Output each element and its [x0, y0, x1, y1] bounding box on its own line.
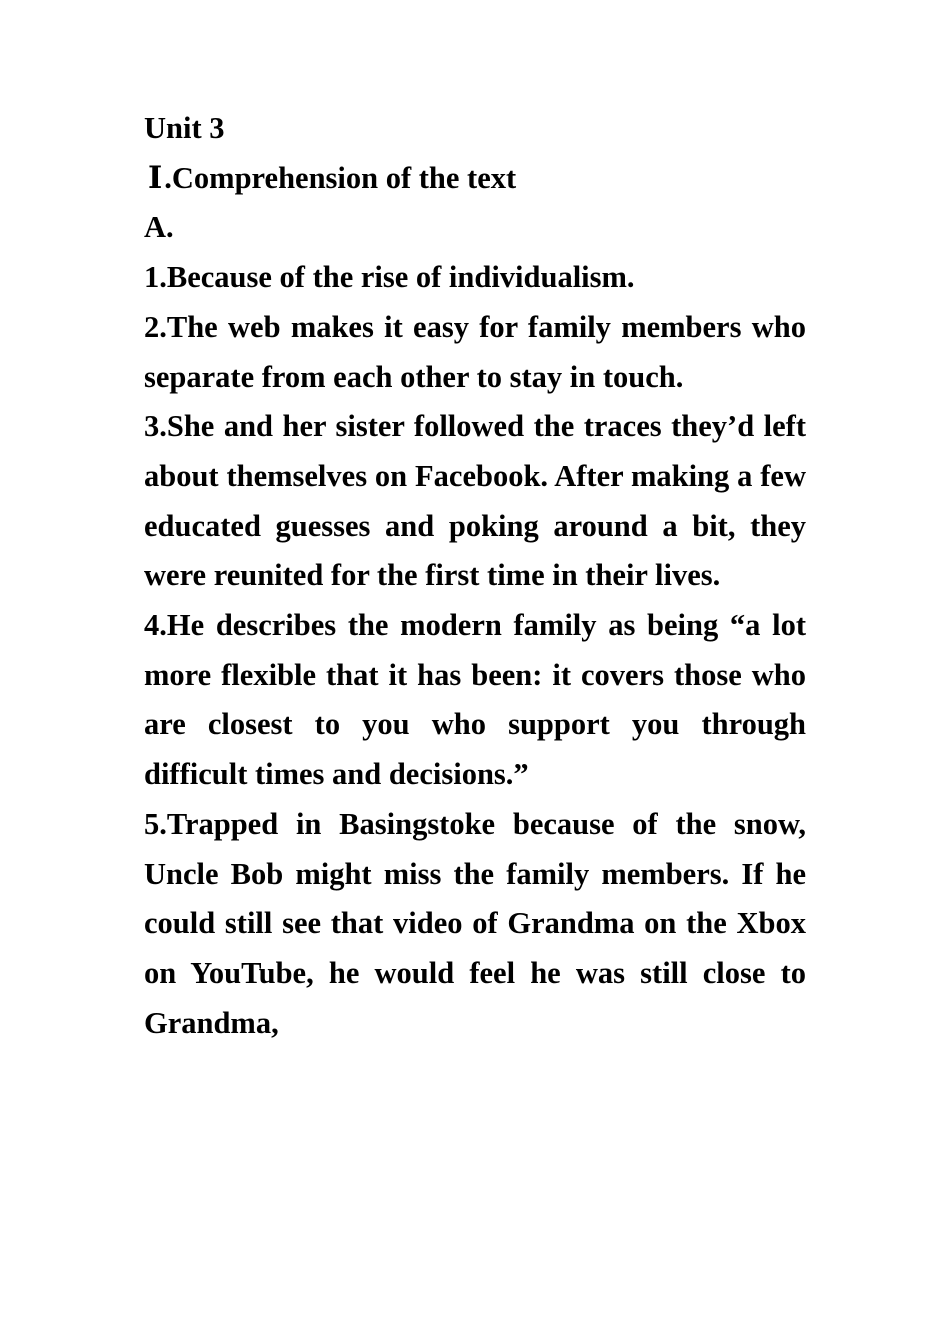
- unit-title: Unit 3: [144, 111, 225, 145]
- answer-3: 3.She and her sister followed the traces they’d left about themselves on Facebook. After making a few educated guesses and poking around a bit, they were reunited for the first time in their lives.: [144, 409, 806, 593]
- answer-2: 2.The web makes it easy for family members who separate from each other to stay in touch.: [144, 309, 806, 394]
- part-label: A.: [144, 210, 174, 245]
- section-title: .Comprehension of the text: [164, 160, 517, 195]
- section-heading: [144, 154, 806, 204]
- section-numeral: Ⅰ: [148, 160, 163, 195]
- answer-4: 4.He describes the modern family as being “a lot more flexible that it has been: it covers those who are closest to you who support you through difficult times and decisions.”: [144, 608, 806, 792]
- document-page: [144, 104, 806, 1048]
- answer-5: 5.Trapped in Basingstoke because of the snow, Uncle Bob might miss the family members. If he could still see that video of Grandma on the Xbox on YouTube, he would feel he was still close to Grandma,: [144, 806, 806, 1040]
- answer-1: 1.Because of the rise of individualism.: [144, 260, 635, 295]
